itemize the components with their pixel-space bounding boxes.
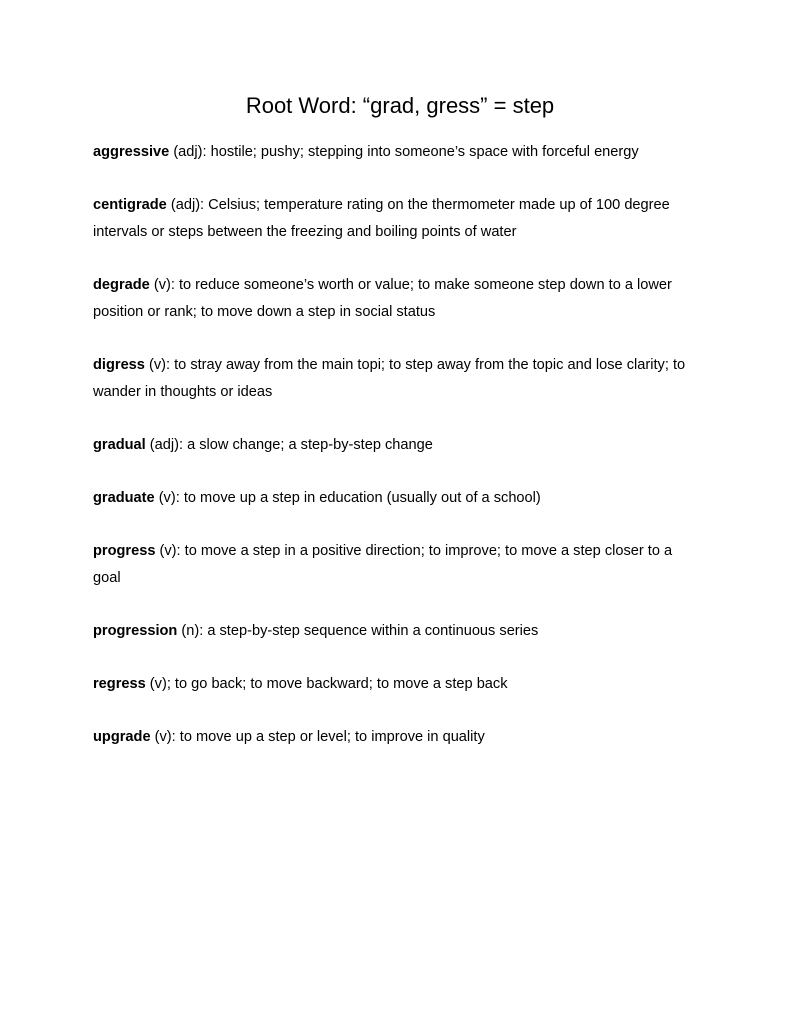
entry-definition: (v): to move up a step in education (usually out of a school) — [154, 490, 541, 506]
vocabulary-entry-progression — [93, 618, 701, 645]
entry-definition: (v): to stray away from the main topi; to step away from the topic and lose clarity; to wander in thoughts or ideas — [93, 357, 686, 400]
vocabulary-entry-aggressive — [93, 139, 701, 166]
vocabulary-entry-centigrade — [93, 192, 701, 246]
vocabulary-entry-regress — [93, 671, 701, 698]
entry-term: progression — [93, 623, 178, 639]
page-title: Root Word: “grad, gress” = step — [245, 93, 555, 118]
vocabulary-entry-gradual — [93, 432, 701, 459]
entry-term: aggressive — [93, 144, 170, 160]
vocabulary-list — [93, 139, 701, 751]
entry-definition: (adj): a slow change; a step-by-step change — [145, 437, 433, 453]
entry-definition: (adj): hostile; pushy; stepping into someone’s space with forceful energy — [169, 144, 639, 160]
entry-definition: (v): to move a step in a positive direction; to improve; to move a step closer to a goal — [93, 543, 673, 586]
entry-term: degrade — [93, 277, 150, 293]
vocabulary-entry-digress — [93, 352, 701, 406]
vocabulary-entry-degrade — [93, 272, 701, 326]
entry-term: gradual — [93, 437, 146, 453]
vocabulary-entry-progress — [93, 538, 701, 592]
entry-term: digress — [93, 357, 145, 373]
entry-term: regress — [93, 676, 146, 692]
entry-term: upgrade — [93, 729, 151, 745]
vocabulary-entry-graduate — [93, 485, 701, 512]
entry-term: graduate — [93, 490, 155, 506]
vocabulary-entry-upgrade — [93, 724, 701, 751]
entry-definition: (v); to go back; to move backward; to move a step back — [145, 676, 508, 692]
entry-definition: (adj): Celsius; temperature rating on the thermometer made up of 100 degree intervals or steps between the freezing and boiling points of water — [93, 197, 670, 240]
entry-definition: (n): a step-by-step sequence within a continuous series — [177, 623, 539, 639]
entry-definition: (v): to reduce someone’s worth or value; to make someone step down to a lower position or rank; to move down a step in social status — [93, 277, 672, 320]
entry-definition: (v): to move up a step or level; to improve in quality — [150, 729, 485, 745]
entry-term: centigrade — [93, 197, 167, 213]
entry-term: progress — [93, 543, 156, 559]
